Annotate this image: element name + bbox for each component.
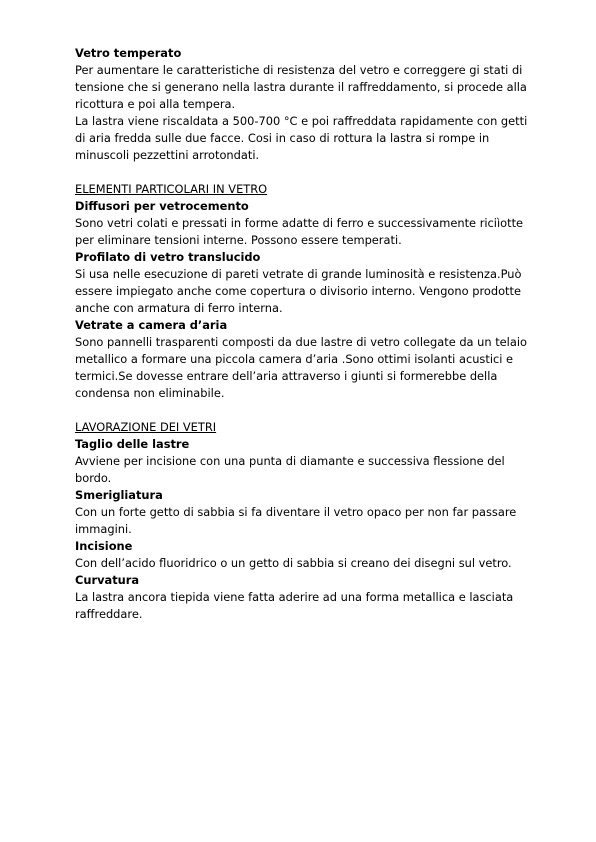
paragraph: Con dell’acido fluoridrico o un getto di sabbia si creano dei disegni sul vetro. xyxy=(75,556,512,570)
subheading: Profilato di vetro translucido xyxy=(75,250,261,264)
section-heading-elementi: ELEMENTI PARTICOLARI IN VETRO xyxy=(75,182,268,196)
subheading: Smerigliatura xyxy=(75,488,163,502)
subheading: Vetrate a camera d’aria xyxy=(75,318,228,332)
subheading: Diffusori per vetrocemento xyxy=(75,199,249,213)
paragraph: Sono pannelli trasparenti composti da due lastre di vetro collegate da un telaio metallico a formare una piccola camera d’aria .Sono ottimi isolanti acustici e termici.Se dovesse entrare dell’aria attraverso i giunti si formerebbe della condensa non eliminabile. xyxy=(75,335,527,400)
document-body xyxy=(75,45,535,623)
paragraph: La lastra ancora tiepida viene fatta aderire ad una forma metallica e lasciata raffreddare. xyxy=(75,590,514,621)
heading-vetro-temperato: Vetro temperato xyxy=(75,46,182,60)
paragraph: Avviene per incisione con una punta di diamante e successiva flessione del bordo. xyxy=(75,454,505,485)
subheading: Incisione xyxy=(75,539,133,553)
paragraph: Sono vetri colati e pressati in forme adatte di ferro e successivamente riciìotte per eliminare tensioni interne. Possono essere temperati. xyxy=(75,216,524,247)
subheading: Curvatura xyxy=(75,573,140,587)
paragraph: Per aumentare le caratteristiche di resistenza del vetro e correggere gi stati di tensione che si generano nella lastra durante il raffreddamento, si procede alla ricottura e poi alla tempera. xyxy=(75,63,527,111)
section-heading-lavorazione: LAVORAZIONE DEI VETRI xyxy=(75,420,217,434)
paragraph: Si usa nelle esecuzione di pareti vetrate di grande luminosità e resistenza.Può essere impiegato anche come copertura o divisorio interno. Vengono prodotte anche con armatura di ferro interna. xyxy=(75,267,522,315)
paragraph: Con un forte getto di sabbia si fa diventare il vetro opaco per non far passare immagini. xyxy=(75,505,517,536)
paragraph: La lastra viene riscaldata a 500-700 °C e poi raffreddata rapidamente con getti di aria fredda sulle due facce. Cosi in caso di rottura la lastra si rompe in minuscoli pezzettini arrotondati. xyxy=(75,114,528,162)
subheading: Taglio delle lastre xyxy=(75,437,190,451)
